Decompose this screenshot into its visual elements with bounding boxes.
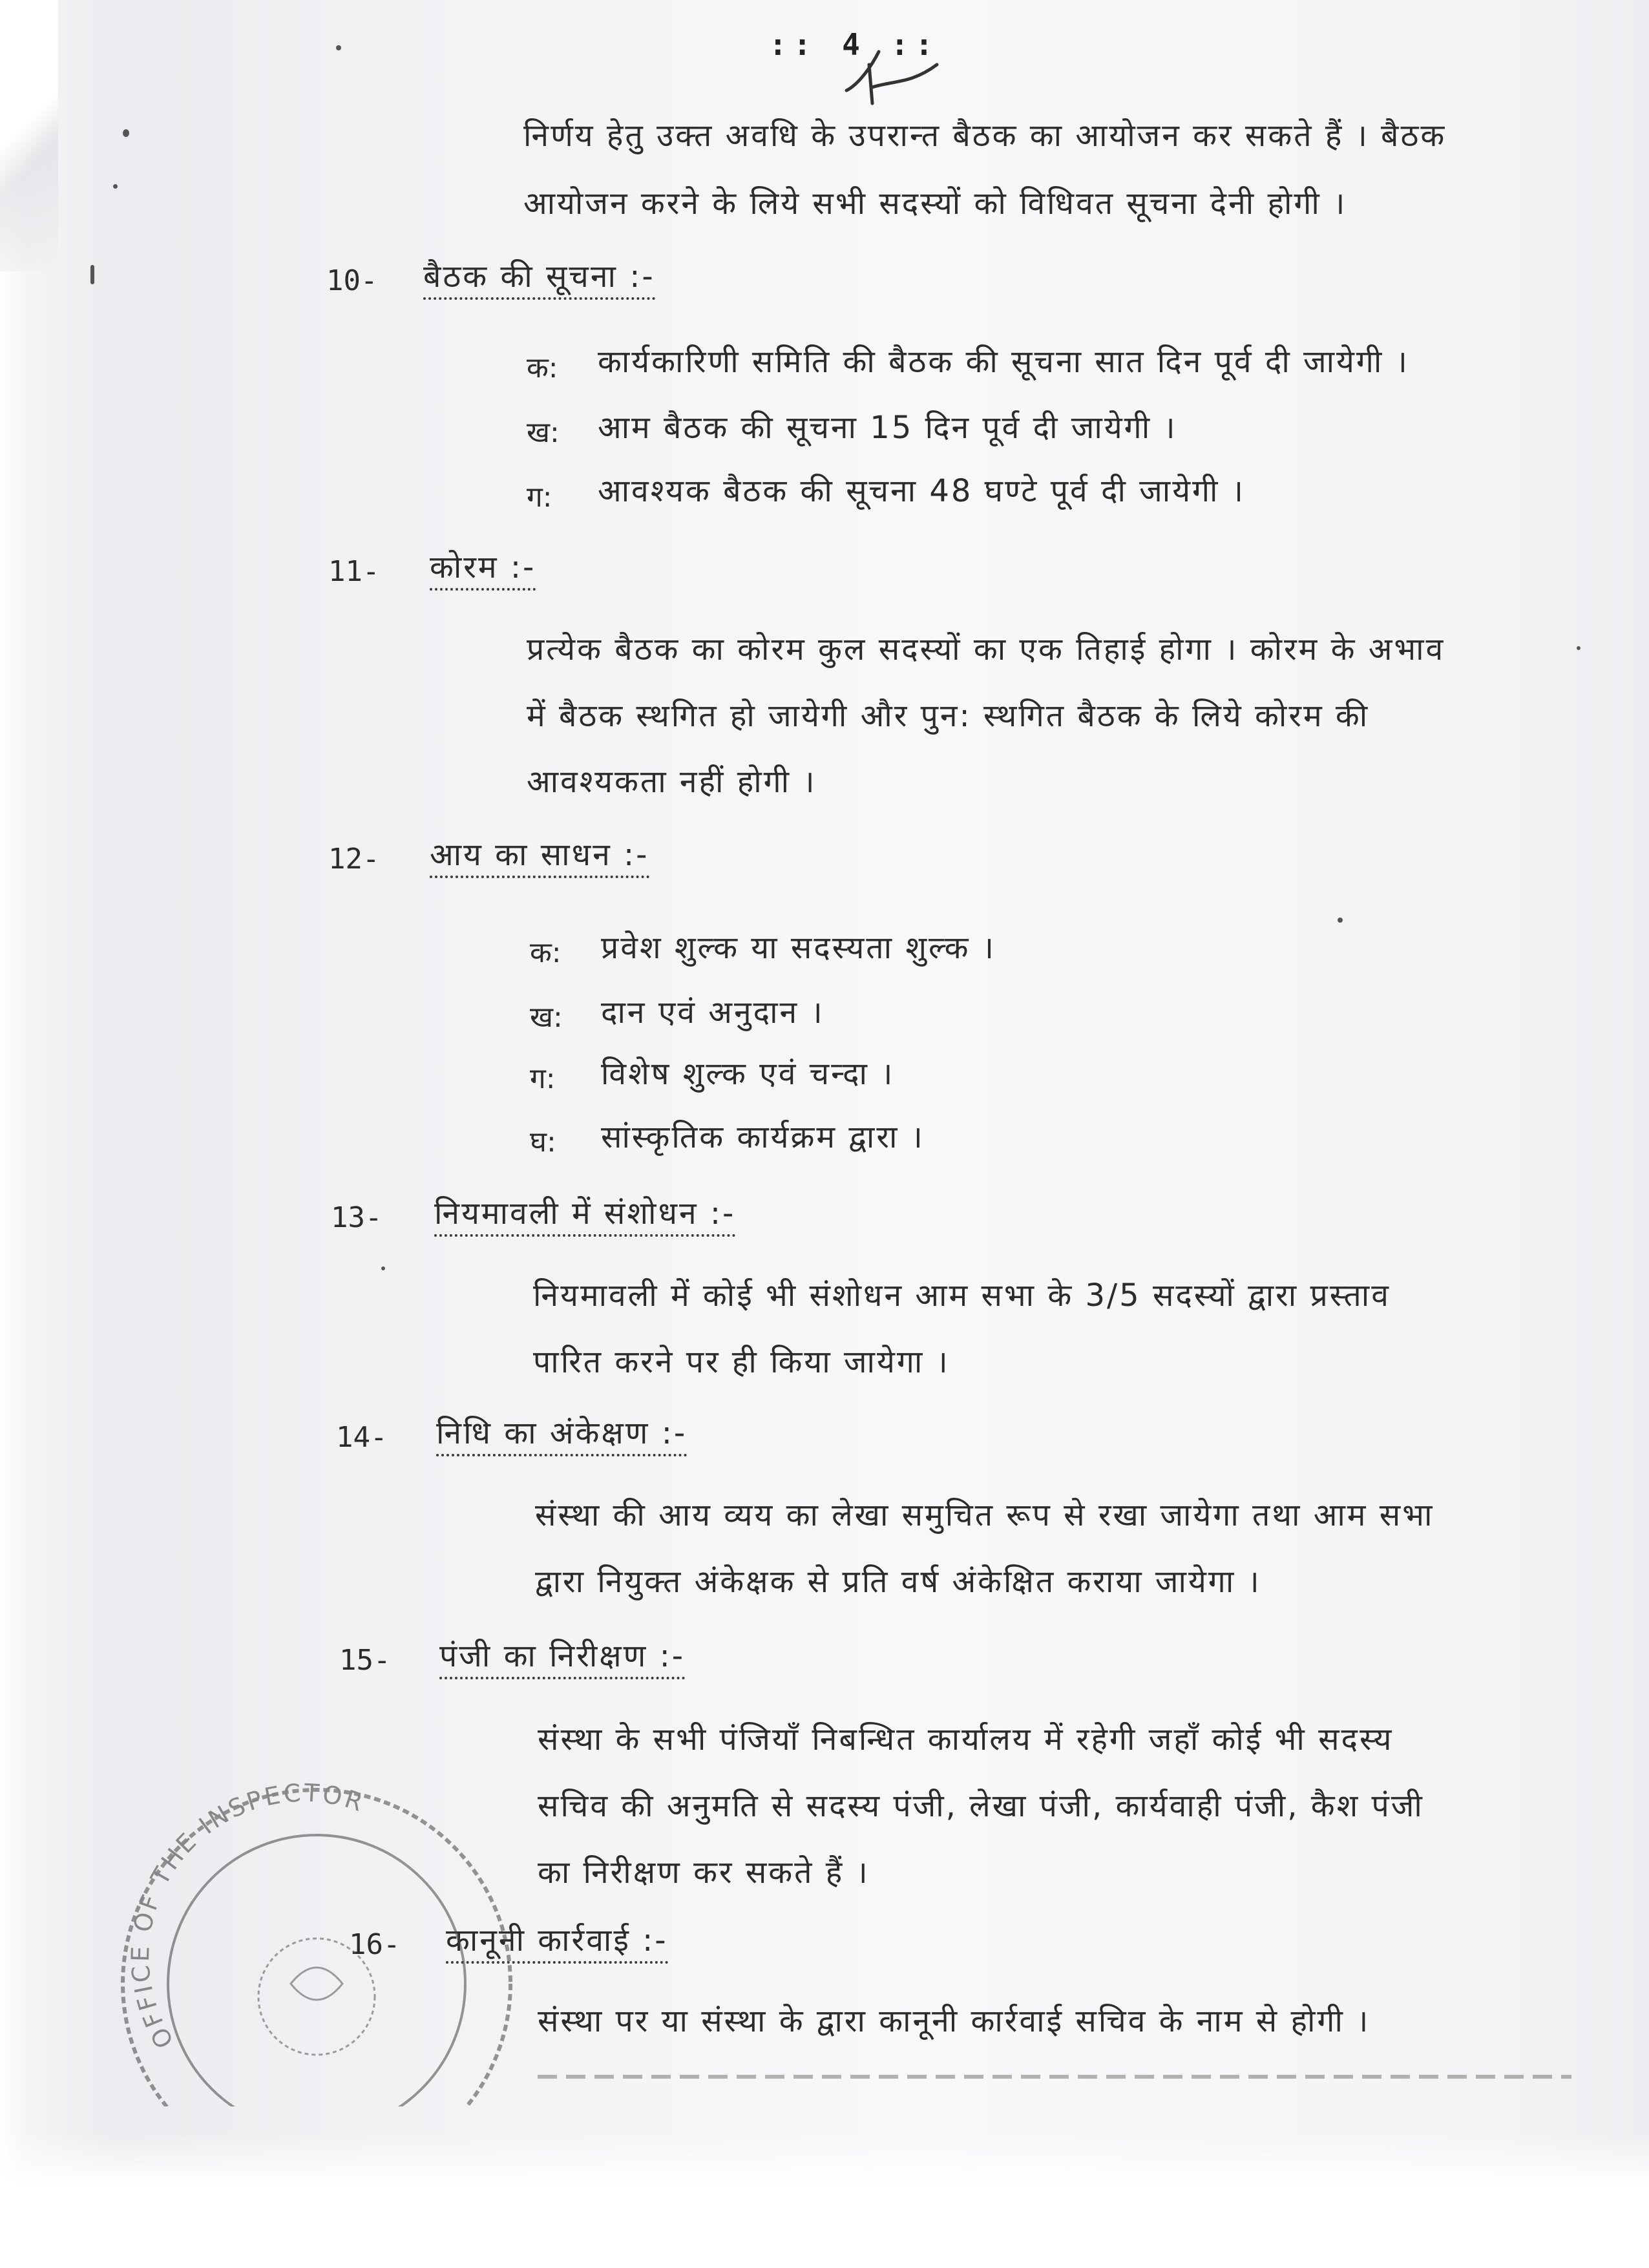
- scan-speck: [113, 184, 118, 189]
- svg-text:OFFICE OF THE INSPECTOR: [126, 1778, 369, 2053]
- item-text: प्रवेश शुल्क या सदस्यता शुल्क ।: [601, 930, 996, 966]
- scan-speck: [336, 45, 341, 50]
- section-number: 14-: [336, 1421, 388, 1454]
- section-title: निधि का अंकेक्षण :-: [436, 1414, 687, 1456]
- item-text: दान एवं अनुदान ।: [601, 994, 824, 1031]
- section-title: कानूनी कार्रवाई :-: [446, 1921, 668, 1964]
- section-body-line: संस्था की आय व्यय का लेखा समुचित रूप से रखा जायेगा तथा आम सभा: [535, 1497, 1434, 1533]
- item-text: कार्यकारिणी समिति की बैठक की सूचना सात दिन पूर्व दी जायेगी ।: [598, 344, 1409, 380]
- item-letter: ख:: [527, 416, 560, 449]
- section-number: 15-: [339, 1644, 391, 1677]
- section-number: 12-: [328, 843, 380, 876]
- item-letter: क:: [527, 352, 558, 384]
- item-letter: क:: [530, 936, 562, 969]
- page-fold-shadow: [0, 0, 58, 271]
- cut-off-line: [538, 2061, 1597, 2081]
- intro-line: आयोजन करने के लिये सभी सदस्यों को विधिवत सूचना देनी होगी ।: [523, 185, 1347, 222]
- item-letter: घ:: [530, 1126, 556, 1159]
- section-body-line: में बैठक स्थगित हो जायेगी और पुन: स्थगित बैठक के लिये कोरम की: [527, 698, 1370, 734]
- section-title: पंजी का निरीक्षण :-: [439, 1637, 685, 1679]
- section-body-line: आवश्यकता नहीं होगी ।: [527, 764, 817, 800]
- section-body-line: संस्था के सभी पंजियाँ निबन्धित कार्यालय में रहेगी जहाँ कोई भी सदस्य: [538, 1721, 1394, 1758]
- office-stamp: [97, 1770, 523, 2106]
- item-text: आम बैठक की सूचना 15 दिन पूर्व दी जायेगी ।: [598, 410, 1177, 446]
- scan-speck: [1577, 646, 1581, 650]
- section-body-line: का निरीक्षण कर सकते हैं ।: [538, 1854, 870, 1891]
- bottom-margin: [0, 2132, 1649, 2268]
- item-text: विशेष शुल्क एवं चन्दा ।: [601, 1056, 895, 1092]
- scan-speck: [90, 265, 94, 284]
- section-title: कोरम :-: [430, 548, 536, 591]
- section-body-line: नियमावली में कोई भी संशोधन आम सभा के 3/5 सदस्यों द्वारा प्रस्ताव: [533, 1277, 1391, 1314]
- section-title: बैठक की सूचना :-: [423, 257, 655, 300]
- scan-speck: [1338, 918, 1343, 923]
- item-letter: ग:: [527, 481, 552, 514]
- cut-off-text-strokes: [538, 2072, 1597, 2081]
- section-body-line: सचिव की अनुमति से सदस्य पंजी, लेखा पंजी, कार्यवाही पंजी, कैश पंजी: [538, 1788, 1424, 1824]
- section-title: नियमावली में संशोधन :-: [434, 1194, 735, 1237]
- item-text: आवश्यक बैठक की सूचना 48 घण्टे पूर्व दी जायेगी ।: [598, 473, 1245, 509]
- intro-line: निर्णय हेतु उक्त अवधि के उपरान्त बैठक का आयोजन कर सकते हैं । बैठक: [523, 118, 1447, 154]
- section-body-line: पारित करने पर ही किया जायेगा ।: [533, 1344, 950, 1380]
- section-body-line: प्रत्येक बैठक का कोरम कुल सदस्यों का एक तिहाई होगा । कोरम के अभाव: [527, 631, 1445, 667]
- item-text: सांस्कृतिक कार्यक्रम द्वारा ।: [601, 1119, 925, 1155]
- item-letter: ख:: [530, 1001, 563, 1034]
- section-number: 10-: [326, 264, 378, 297]
- stamp-text: OFFICE OF THE INSPECTOR: [126, 1778, 369, 2053]
- section-number: 13-: [331, 1201, 383, 1234]
- handwritten-initials: [834, 39, 943, 116]
- section-body-line: द्वारा नियुक्त अंकेक्षक से प्रति वर्ष अंकेक्षित कराया जायेगा ।: [535, 1564, 1261, 1600]
- section-number: 11-: [328, 555, 380, 588]
- scan-speck: [123, 129, 129, 137]
- item-letter: ग:: [530, 1062, 556, 1095]
- section-body-line: संस्था पर या संस्था के द्वारा कानूनी कार्रवाई सचिव के नाम से होगी ।: [538, 2003, 1371, 2039]
- page-number: :: 4 ::: [769, 27, 940, 62]
- scan-speck: [381, 1266, 385, 1270]
- section-title: आय का साधन :-: [430, 835, 649, 878]
- section-number: 16-: [349, 1928, 401, 1961]
